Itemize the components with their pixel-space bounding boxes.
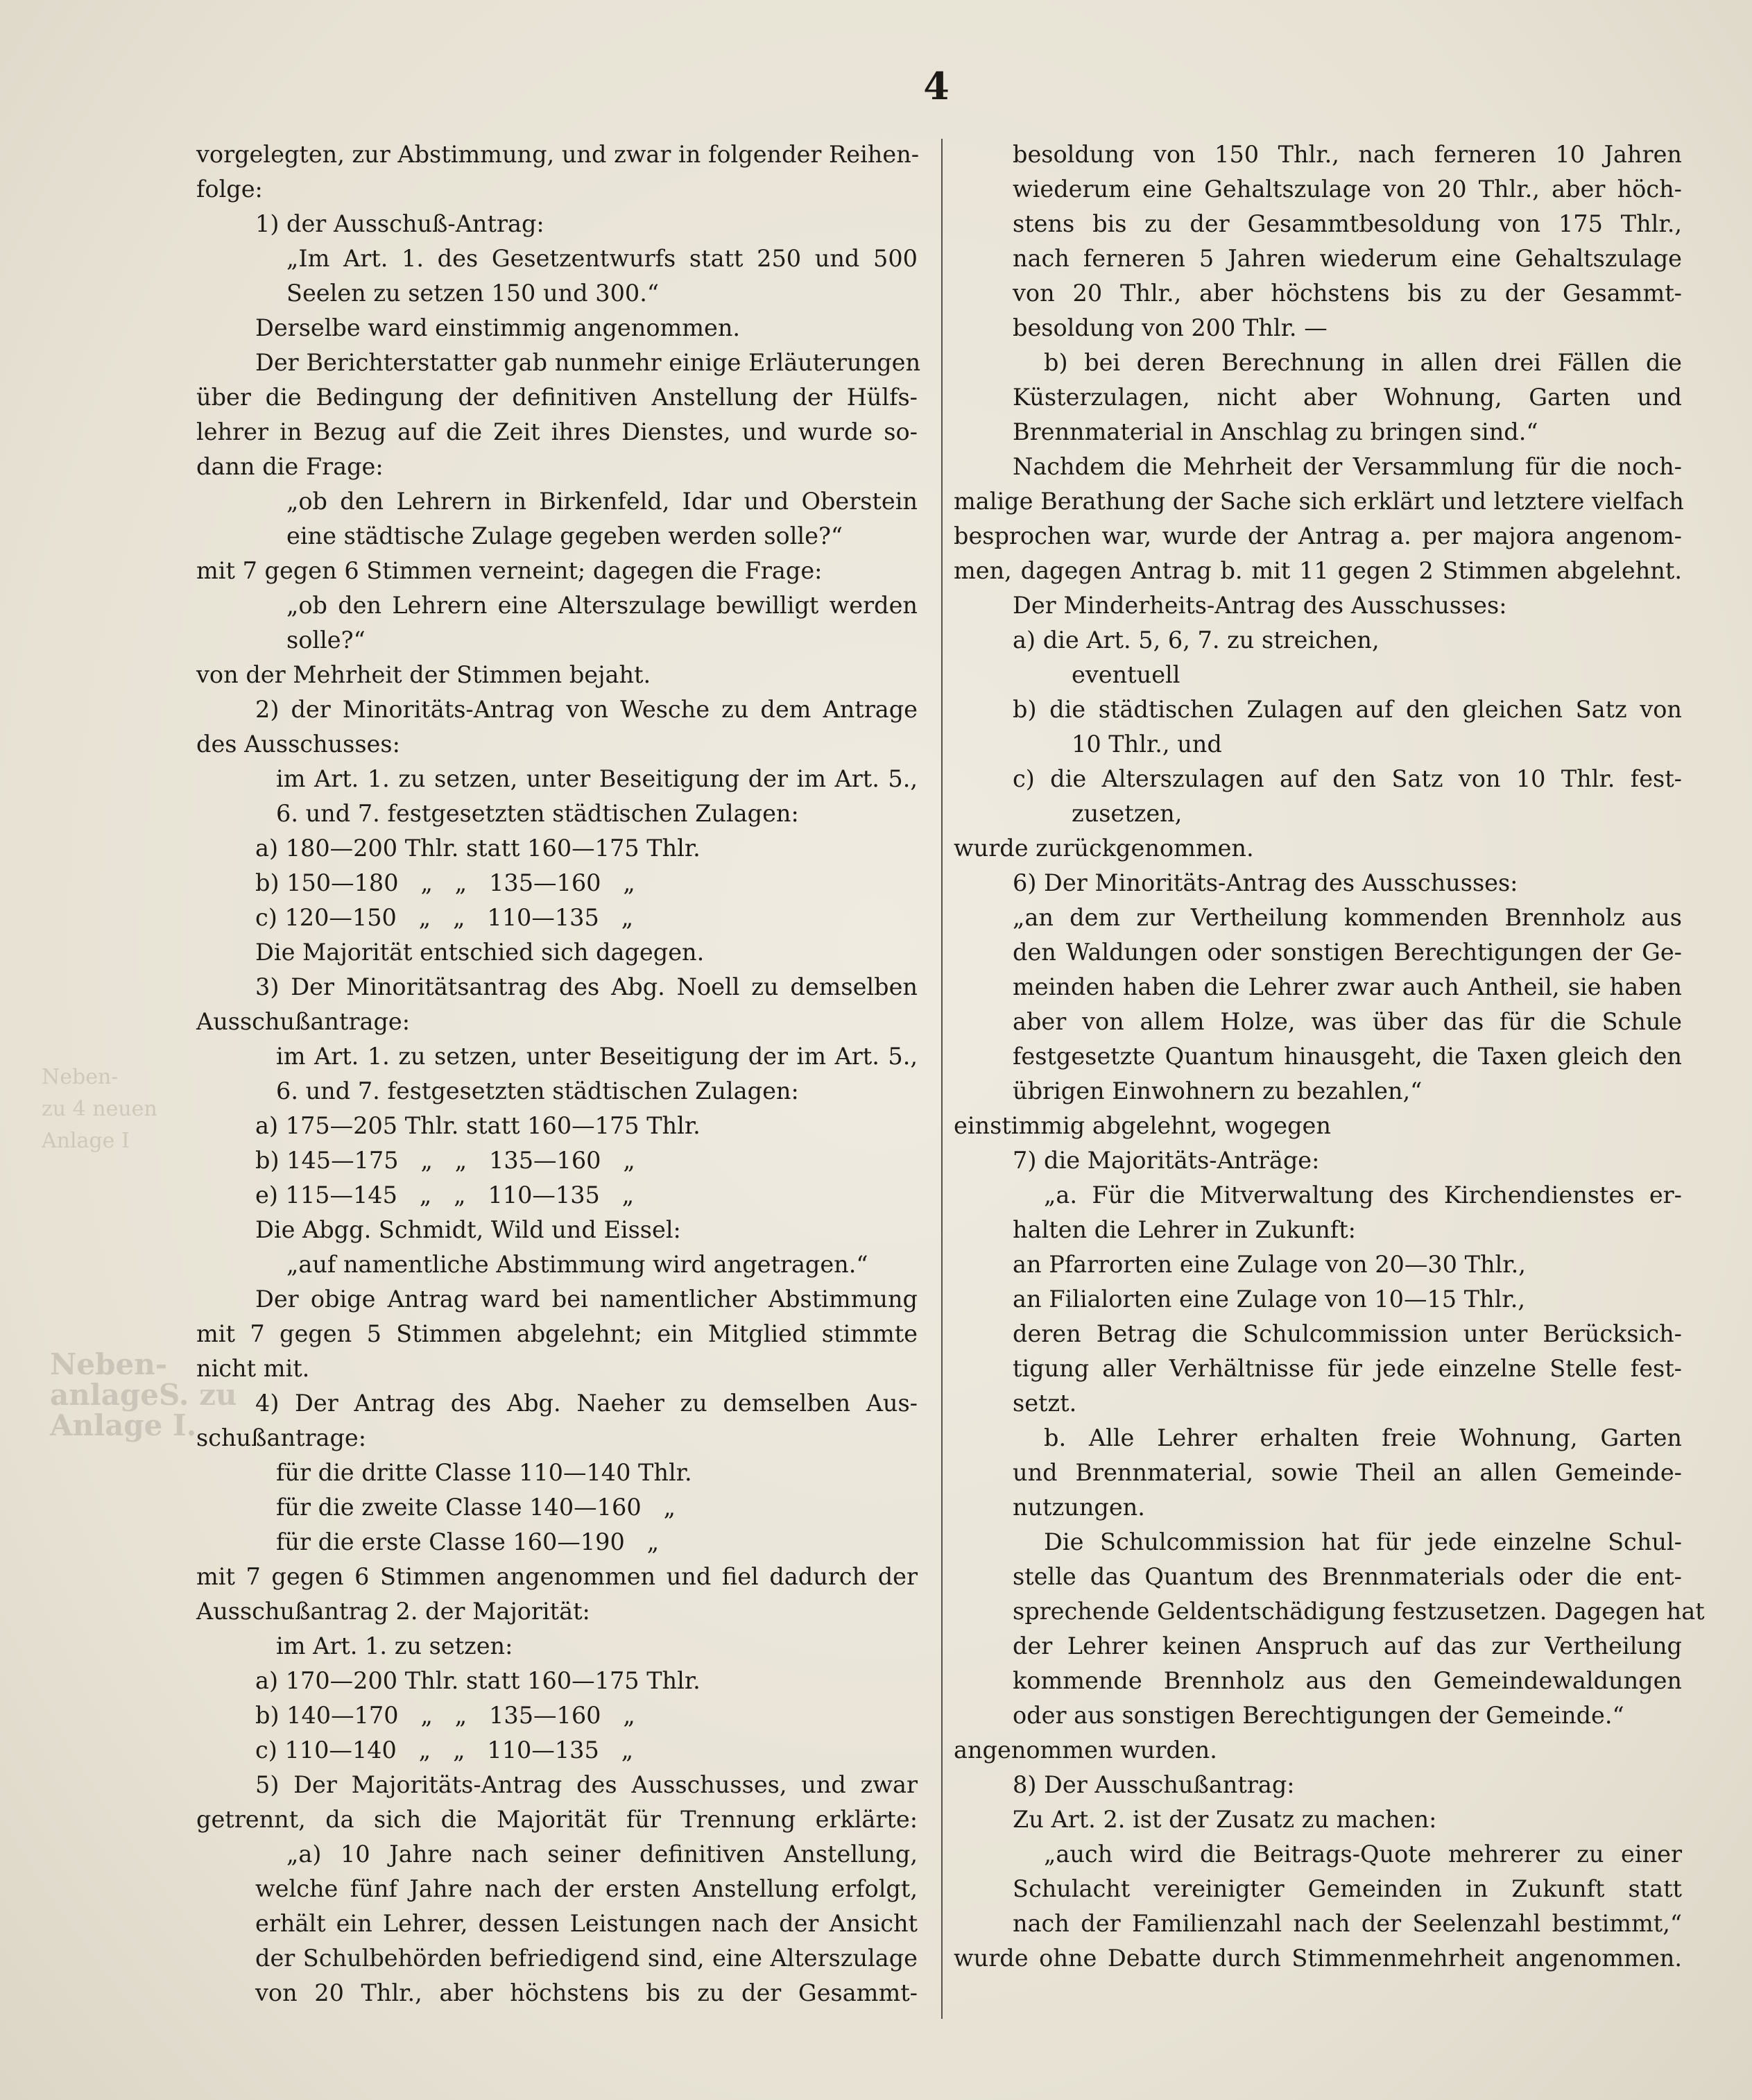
text-line: von der Mehrheit der Stimmen bejaht. — [196, 661, 651, 688]
show-through-line: Neben- — [42, 1065, 119, 1089]
text-line: Nachdem die Mehrheit der Versammlung für die noch- — [1013, 453, 1682, 480]
show-through-line: zu 4 neuen — [42, 1097, 157, 1121]
text-line: für die zweite Classe 140—160 „ — [276, 1494, 676, 1521]
text-line: mit 7 gegen 6 Stimmen verneint; dagegen die Frage: — [196, 557, 823, 584]
text-line: sprechende Geldentschädigung festzusetzen. Dagegen hat — [1013, 1598, 1705, 1625]
text-line: „ob den Lehrern in Birkenfeld, Idar und Oberstein — [286, 488, 918, 515]
text-line: zusetzen, — [1072, 800, 1183, 827]
text-line: von 20 Thlr., aber höchstens bis zu der Gesammt- — [255, 1979, 918, 2006]
text-line: meinden haben die Lehrer zwar auch Antheil, sie haben — [1013, 973, 1682, 1000]
text-line: oder aus sonstigen Berechtigungen der Gemeinde.“ — [1013, 1702, 1624, 1729]
text-line: c) 110—140 „ „ 110—135 „ — [255, 1736, 634, 1764]
text-line: wiederum eine Gehaltszulage von 20 Thlr., aber höch- — [1013, 176, 1682, 203]
text-line: b) 140—170 „ „ 135—160 „ — [255, 1702, 635, 1729]
text-line: wurde ohne Debatte durch Stimmenmehrheit angenommen. — [954, 1945, 1682, 1972]
text-line: „ob den Lehrern eine Alterszulage bewilligt werden — [286, 592, 918, 619]
text-line: folge: — [196, 176, 263, 203]
text-line: „a. Für die Mitverwaltung des Kirchendienstes er- — [1044, 1181, 1682, 1209]
text-line: solle?“ — [286, 626, 366, 654]
text-line: vorgelegten, zur Abstimmung, und zwar in folgender Reihen- — [196, 141, 920, 168]
text-line: „Im Art. 1. des Gesetzentwurfs statt 250 und 500 — [286, 245, 918, 272]
text-line: mit 7 gegen 5 Stimmen abgelehnt; ein Mitglied stimmte — [196, 1320, 918, 1347]
text-line: setzt. — [1013, 1390, 1077, 1417]
text-line: halten die Lehrer in Zukunft: — [1013, 1216, 1356, 1243]
page-number: 4 — [923, 64, 950, 108]
text-line: über die Bedingung der definitiven Anstellung der Hülfs- — [196, 384, 918, 411]
show-through-note — [42, 1061, 157, 1157]
text-line: übrigen Einwohnern zu bezahlen,“ — [1013, 1077, 1423, 1104]
text-line: men, dagegen Antrag b. mit 11 gegen 2 Stimmen abgelehnt. — [954, 557, 1682, 584]
text-line: Schulacht vereinigter Gemeinden in Zukunft statt — [1013, 1875, 1682, 1902]
text-line: b) 145—175 „ „ 135—160 „ — [255, 1147, 635, 1174]
right-column — [954, 137, 1705, 1976]
text-line: stelle das Quantum des Brennmaterials oder die ent- — [1013, 1563, 1682, 1590]
text-line: b) die städtischen Zulagen auf den gleichen Satz von — [1013, 696, 1682, 723]
text-line: nach ferneren 5 Jahren wiederum eine Gehaltszulage — [1013, 245, 1682, 272]
text-line: den Waldungen oder sonstigen Berechtigungen der Ge- — [1013, 939, 1682, 966]
text-line: b) 150—180 „ „ 135—160 „ — [255, 869, 635, 896]
text-line: „auch wird die Beitrags-Quote mehrerer zu einer — [1044, 1841, 1682, 1868]
text-line: b. Alle Lehrer erhalten freie Wohnung, Garten — [1044, 1424, 1682, 1451]
text-line: 3) Der Minoritätsantrag des Abg. Noell zu demselben — [255, 973, 918, 1000]
text-line: des Ausschusses: — [196, 731, 400, 758]
column-divider — [941, 139, 943, 2019]
text-line: Die Abgg. Schmidt, Wild und Eissel: — [255, 1216, 681, 1243]
text-line: Ausschußantrag 2. der Majorität: — [196, 1598, 590, 1625]
text-line: welche fünf Jahre nach der ersten Anstellung erfolgt, — [255, 1875, 918, 1902]
text-line: 4) Der Antrag des Abg. Naeher zu demselben Aus- — [255, 1390, 918, 1417]
text-line: Küsterzulagen, nicht aber Wohnung, Garten und — [1013, 384, 1682, 411]
text-line: 6. und 7. festgesetzten städtischen Zulagen: — [276, 800, 799, 827]
text-line: an Filialorten eine Zulage von 10—15 Thlr., — [1013, 1286, 1525, 1313]
text-line: Zu Art. 2. ist der Zusatz zu machen: — [1013, 1806, 1437, 1833]
text-line: lehrer in Bezug auf die Zeit ihres Dienstes, und wurde so- — [196, 418, 918, 445]
text-line: wurde zurückgenommen. — [954, 835, 1254, 862]
text-line: festgesetzte Quantum hinausgeht, die Taxen gleich den — [1013, 1043, 1682, 1070]
text-line: im Art. 1. zu setzen, unter Beseitigung der im Art. 5., — [276, 765, 918, 792]
text-line: nutzungen. — [1013, 1494, 1145, 1521]
text-line: an Pfarrorten eine Zulage von 20—30 Thlr., — [1013, 1251, 1526, 1278]
text-line: Ausschußantrage: — [196, 1008, 410, 1035]
text-line: Der obige Antrag ward bei namentlicher Abstimmung — [255, 1286, 918, 1313]
text-line: Der Minderheits-Antrag des Ausschusses: — [1013, 592, 1507, 619]
text-line: im Art. 1. zu setzen: — [276, 1632, 513, 1659]
text-line: für die erste Classe 160—190 „ — [276, 1528, 660, 1555]
text-line: c) die Alterszulagen auf den Satz von 10 Thlr. fest- — [1013, 765, 1682, 792]
text-line: im Art. 1. zu setzen, unter Beseitigung der im Art. 5., — [276, 1043, 918, 1070]
text-line: 8) Der Ausschußantrag: — [1013, 1771, 1295, 1798]
text-line: eventuell — [1072, 661, 1180, 688]
text-line: einstimmig abgelehnt, wogegen — [954, 1112, 1331, 1139]
text-line: „auf namentliche Abstimmung wird angetragen.“ — [286, 1251, 868, 1278]
text-line: der Schulbehörden befriedigend sind, eine Alterszulage — [255, 1945, 918, 1972]
text-line: schußantrage: — [196, 1424, 367, 1451]
text-line: besoldung von 150 Thlr., nach ferneren 10 Jahren — [1013, 141, 1682, 168]
text-line: a) 175—205 Thlr. statt 160—175 Thlr. — [255, 1112, 701, 1139]
text-line: malige Berathung der Sache sich erklärt und letztere vielfach — [954, 488, 1684, 515]
text-line: Der Berichterstatter gab nunmehr einige Erläuterungen — [255, 349, 921, 376]
text-line: nicht mit. — [196, 1355, 310, 1382]
text-line: a) 180—200 Thlr. statt 160—175 Thlr. — [255, 835, 701, 862]
text-line: von 20 Thlr., aber höchstens bis zu der Gesammt- — [1013, 280, 1682, 307]
text-line: besoldung von 200 Thlr. — — [1013, 314, 1328, 341]
text-line: besprochen war, wurde der Antrag a. per majora angenom- — [954, 522, 1682, 549]
text-line: 7) die Majoritäts-Anträge: — [1013, 1147, 1320, 1174]
text-line: „an dem zur Vertheilung kommenden Brennholz aus — [1013, 904, 1682, 931]
text-line: eine städtische Zulage gegeben werden solle?“ — [286, 522, 843, 549]
text-line: kommende Brennholz aus den Gemeindewaldungen — [1013, 1667, 1682, 1694]
text-line: aber von allem Holze, was über das für die Schule — [1013, 1008, 1682, 1035]
text-line: 6) Der Minoritäts-Antrag des Ausschusses: — [1013, 869, 1518, 896]
text-line: 10 Thlr., und — [1072, 731, 1222, 758]
text-line: tigung aller Verhältnisse für jede einzelne Stelle fest- — [1013, 1355, 1682, 1382]
text-line: Die Majorität entschied sich dagegen. — [255, 939, 705, 966]
text-line: angenommen wurden. — [954, 1736, 1217, 1764]
text-line: Die Schulcommission hat für jede einzelne Schul- — [1044, 1528, 1682, 1555]
text-line: c) 120—150 „ „ 110—135 „ — [255, 904, 634, 931]
text-line: 1) der Ausschuß-Antrag: — [255, 210, 544, 237]
text-line: a) 170—200 Thlr. statt 160—175 Thlr. — [255, 1667, 701, 1694]
text-line: Brennmaterial in Anschlag zu bringen sind.“ — [1013, 418, 1538, 445]
text-line: b) bei deren Berechnung in allen drei Fällen die — [1044, 349, 1682, 376]
text-line: Seelen zu setzen 150 und 300.“ — [286, 280, 659, 307]
text-line: mit 7 gegen 6 Stimmen angenommen und fiel dadurch der — [196, 1563, 918, 1590]
text-line: erhält ein Lehrer, dessen Leistungen nach der Ansicht — [255, 1910, 918, 1937]
text-line: stens bis zu der Gesammtbesoldung von 175 Thlr., — [1013, 210, 1682, 237]
text-line: e) 115—145 „ „ 110—135 „ — [255, 1181, 635, 1209]
text-line: dann die Frage: — [196, 453, 384, 480]
text-line: a) die Art. 5, 6, 7. zu streichen, — [1013, 626, 1380, 654]
show-through-line: Anlage I. — [50, 1408, 197, 1442]
text-line: 5) Der Majoritäts-Antrag des Ausschusses, und zwar — [255, 1771, 918, 1798]
text-line: deren Betrag die Schulcommission unter Berücksich- — [1013, 1320, 1682, 1347]
text-line: getrennt, da sich die Majorität für Trennung erklärte: — [196, 1806, 918, 1833]
text-line: für die dritte Classe 110—140 Thlr. — [276, 1459, 692, 1486]
left-column — [196, 137, 921, 2011]
text-line: 2) der Minoritäts-Antrag von Wesche zu dem Antrage — [255, 696, 918, 723]
text-line: „a) 10 Jahre nach seiner definitiven Anstellung, — [286, 1841, 918, 1868]
show-through-line: Anlage I — [42, 1129, 130, 1153]
text-line: der Lehrer keinen Anspruch auf das zur Vertheilung — [1013, 1632, 1682, 1659]
text-line: Derselbe ward einstimmig angenommen. — [255, 314, 741, 341]
show-through-line: anlageS. zu — [50, 1378, 237, 1412]
show-through-line: Neben- — [50, 1347, 168, 1381]
text-line: 6. und 7. festgesetzten städtischen Zulagen: — [276, 1077, 799, 1104]
text-line: und Brennmaterial, sowie Theil an allen Gemeinde- — [1013, 1459, 1682, 1486]
text-line: nach der Familienzahl nach der Seelenzahl bestimmt,“ — [1013, 1910, 1682, 1937]
